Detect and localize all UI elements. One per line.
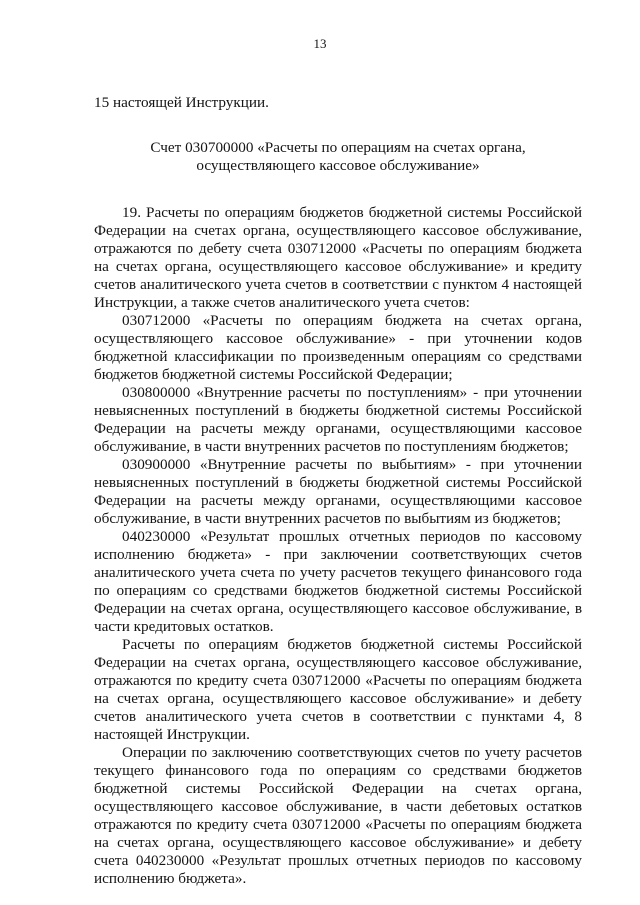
page-number: 13 (313, 36, 327, 51)
section-heading-line-1: Счет 030700000 «Расчеты по операциям на счетах органа, (150, 139, 526, 156)
continuation-line: 15 настоящей Инструкции. (94, 94, 269, 111)
paragraph-030800000: 030800000 «Внутренние расчеты по поступлениям» - при уточнении невыясненных поступлений в бюджеты бюджетной системы Российской Федерации на расчеты между органами, осуществляющими кассовое обслуживание, в части внутренних расчетов по поступлениям бюджетов; (94, 384, 582, 455)
section-heading-line-2: осуществляющего кассовое обслуживание» (196, 157, 480, 174)
paragraphs (94, 204, 582, 888)
paragraph-19: 19. Расчеты по операциям бюджетов бюджетной системы Российской Федерации на счетах органа, осуществляющего кассовое обслуживание, отражаются по дебету счета 030712000 «Расчеты по операциям бюджета на счетах органа, осуществляющего кассовое обслуживание» и кредиту счетов аналитического учета счетов в соответствии с пунктом 4 настоящей Инструкции, а также счетов аналитического учета счетов: (94, 204, 582, 311)
paragraph-030712000: 030712000 «Расчеты по операциям бюджета на счетах органа, осуществляющего кассовое обслуживание» - при уточнении кодов бюджетной классификации по произведенным операциям со средствами бюджетов бюджетной системы Российской Федерации; (94, 312, 582, 383)
paragraph-closing-operations: Операции по заключению соответствующих счетов по учету расчетов текущего финансового года по операциям со средствами бюджетов бюджетной системы Российской Федерации на счетах органа, осуществляющего кассовое обслуживание, в части дебетовых остатков отражаются по кредиту счета 030712000 «Расчеты по операциям бюджета на счетах органа, осуществляющего кассовое обслуживание» и дебету счета 040230000 «Результат прошлых отчетных периодов по кассовому исполнению бюджета». (94, 744, 582, 887)
paragraph-credit-entries: Расчеты по операциям бюджетов бюджетной системы Российской Федерации на счетах органа, осуществляющего кассовое обслуживание, отражаются по кредиту счета 030712000 «Расчеты по операциям бюджета на счетах органа, осуществляющего кассовое обслуживание» и дебету счетов аналитического учета счетов в соответствии с пунктами 4, 8 настоящей Инструкции. (94, 636, 582, 743)
paragraph-030900000: 030900000 «Внутренние расчеты по выбытиям» - при уточнении невыясненных поступлений в бюджеты бюджетной системы Российской Федерации на расчеты между органами, осуществляющими кассовое обслуживание, в части внутренних расчетов по выбытиям из бюджетов; (94, 456, 582, 527)
section-heading (94, 139, 582, 175)
document-body (94, 94, 582, 888)
paragraph-040230000: 040230000 «Результат прошлых отчетных периодов по кассовому исполнению бюджета» - при заключении соответствующих счетов аналитического учета счета по учету расчетов текущего финансового года по операциям со средствами бюджетов бюджетной системы Российской Федерации на счетах органа, осуществляющего кассовое обслуживание, в части кредитовых остатков. (94, 528, 582, 635)
